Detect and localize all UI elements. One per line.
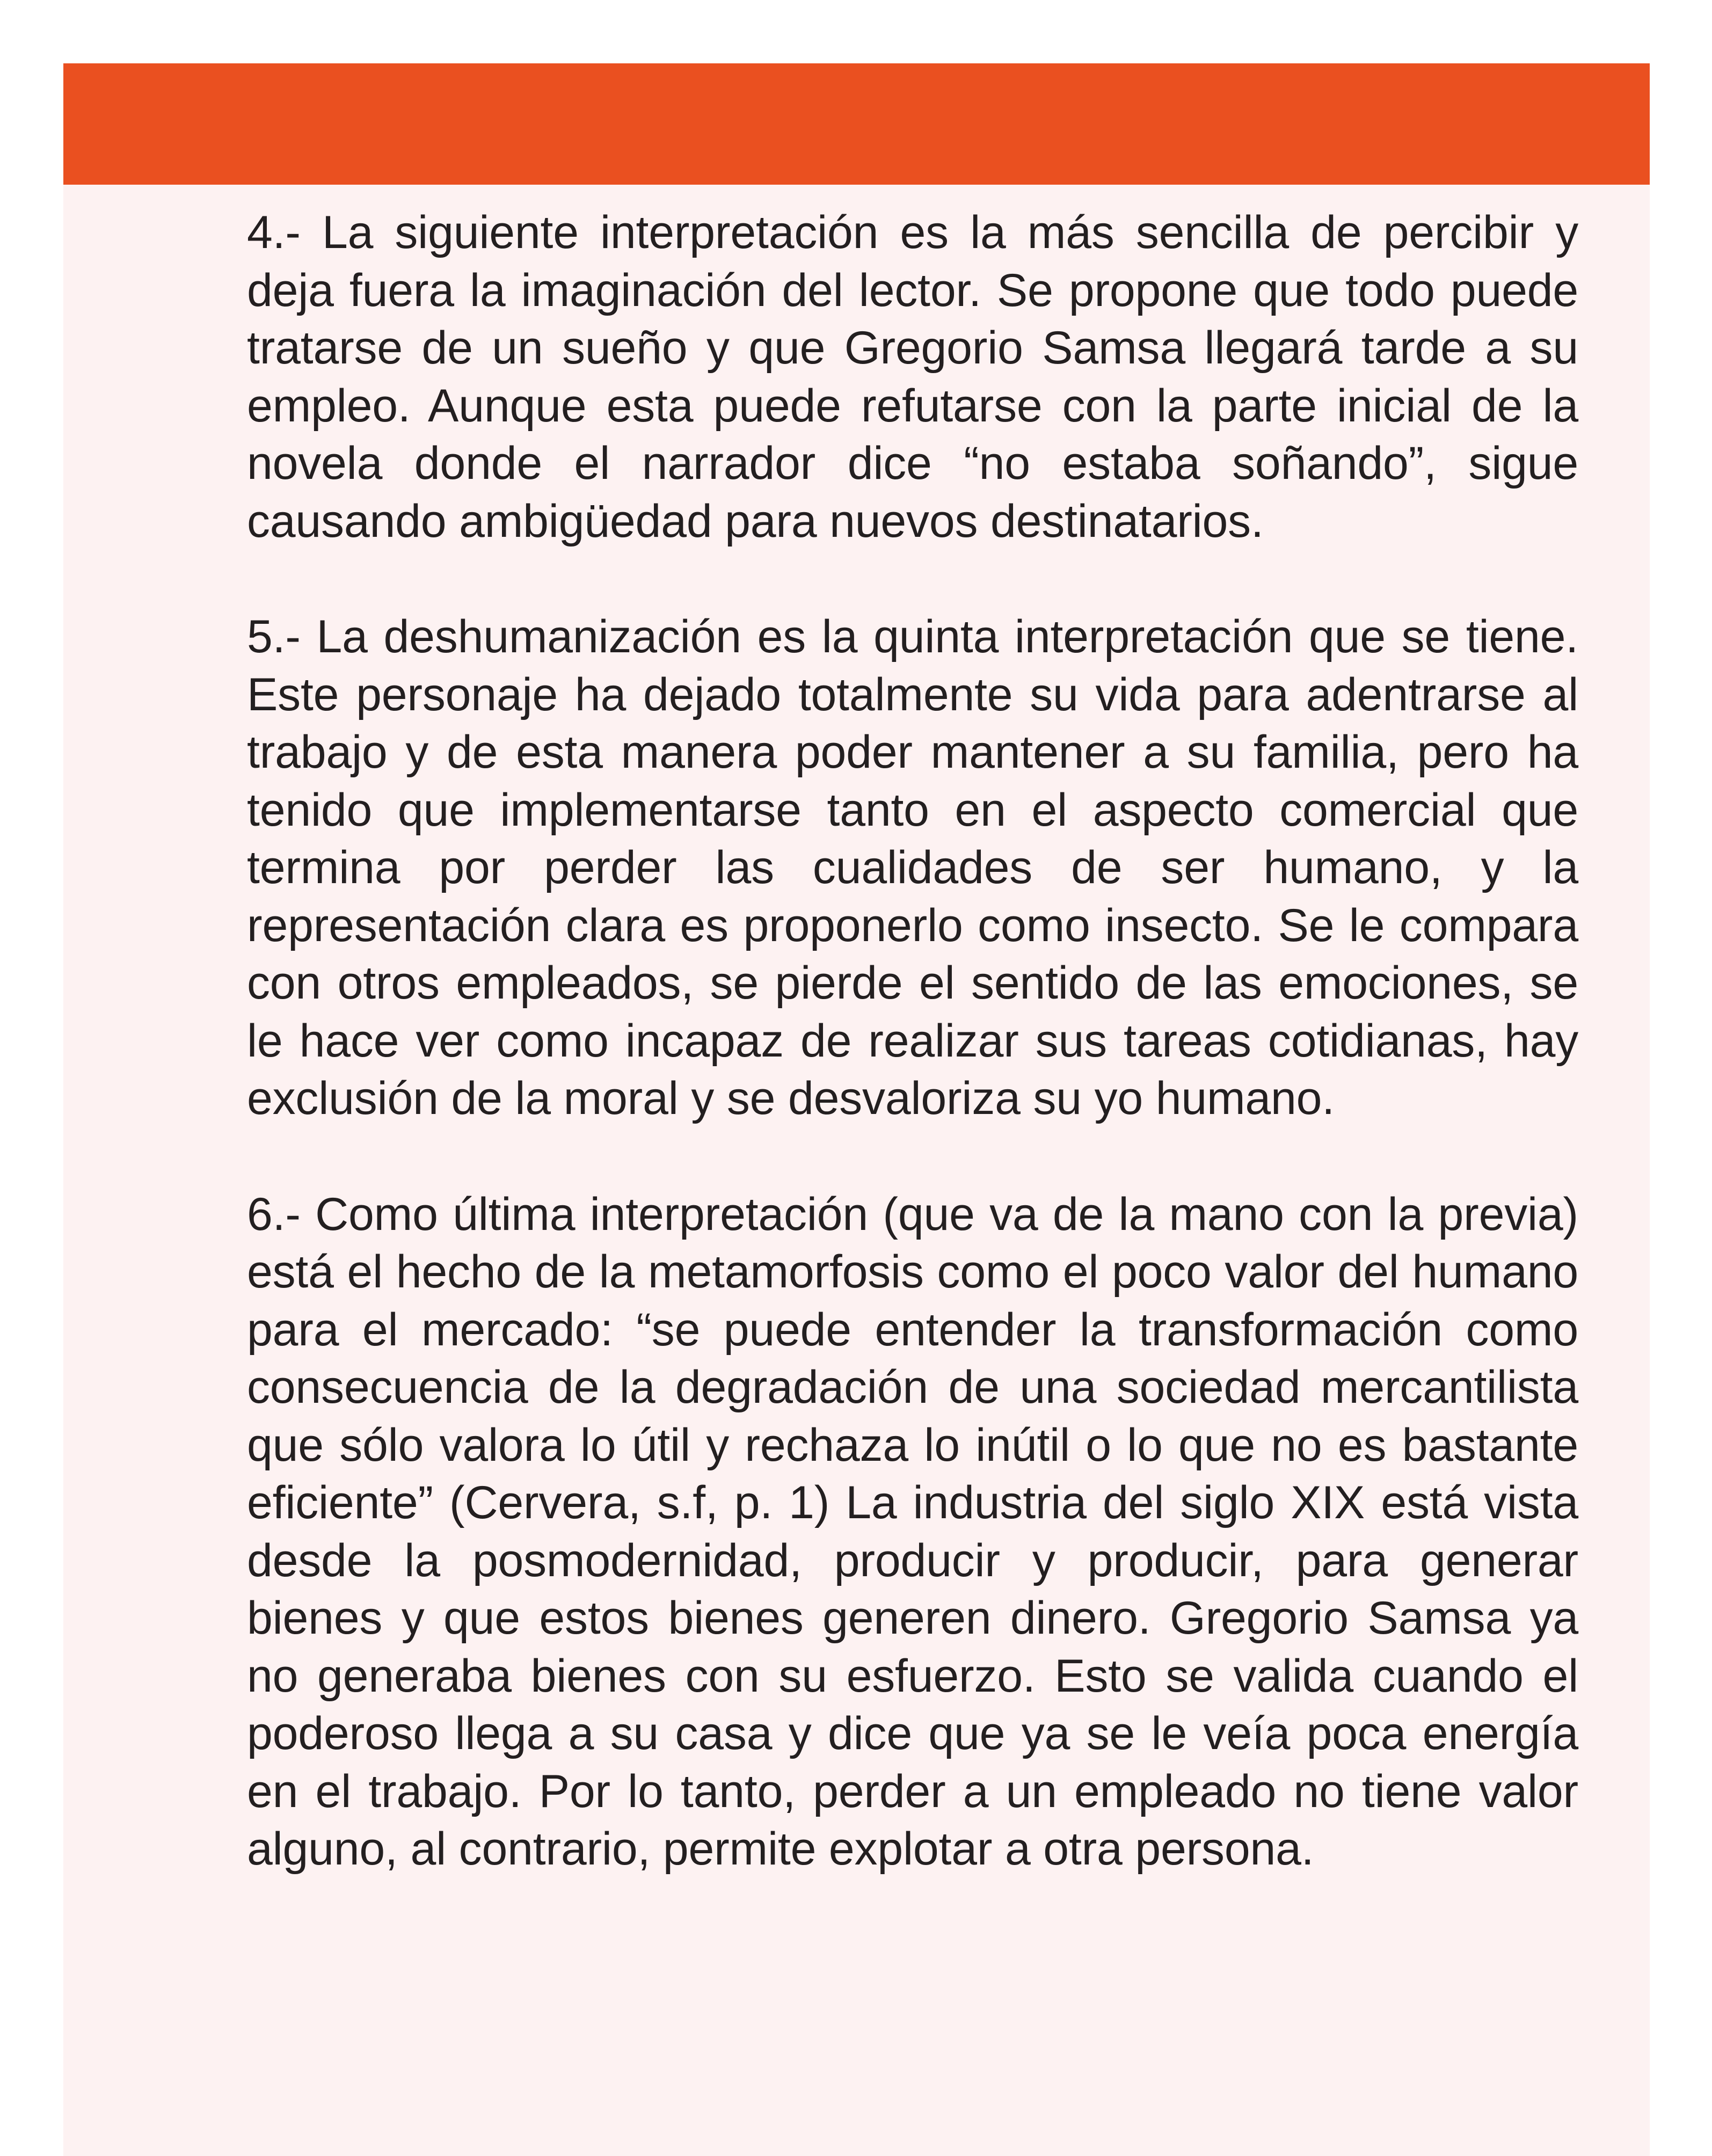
paragraph-5: 5.- La deshumanización es la quinta interpretación que se tiene. Este personaje ha dejado totalmente su vida para adentrarse al trabajo y de esta manera poder mantener a su familia, pero ha tenido que implementarse tanto en el aspecto comercial que termina por perder las cualidades de ser humano, y la representación clara es proponerlo como insecto. Se le compara con otros empleados, se pierde el sentido de las emociones, se le hace ver como incapaz de realizar sus tareas cotidianas, hay exclusión de la moral y se desvaloriza su yo humano. [247,611,1578,1124]
paragraph-6: 6.- Como última interpretación (que va de la mano con la previa) está el hecho de la metamorfosis como el poco valor del humano para el mercado: “se puede entender la transformación como consecuencia de la degradación de una sociedad mercantilista que sólo valora lo útil y rechaza lo inútil o lo que no es bastante eficiente” (Cervera, s.f, p. 1) La industria del siglo XIX está vista desde la posmodernidad, producir y producir, para generar bienes y que estos bienes generen dinero. Gregorio Samsa ya no generaba bienes con su esfuerzo. Esto se valida cuando el poderoso llega a su casa y dice que ya se le veía poca energía en el trabajo. Por lo tanto, perder a un empleado no tiene valor alguno, al contrario, permite explotar a otra persona. [247,1188,1578,1875]
text-column [247,204,1578,1936]
paragraph-4: 4.- La siguiente interpretación es la más sencilla de percibir y deja fuera la imaginación del lector. Se propone que todo puede tratarse de un sueño y que Gregorio Samsa llegará tarde a su empleo. Aunque esta puede refutarse con la parte inicial de la novela donde el narrador dice “no estaba soñando”, sigue causando ambigüedad para nuevos destinatarios. [247,207,1578,547]
header-band [63,63,1650,185]
